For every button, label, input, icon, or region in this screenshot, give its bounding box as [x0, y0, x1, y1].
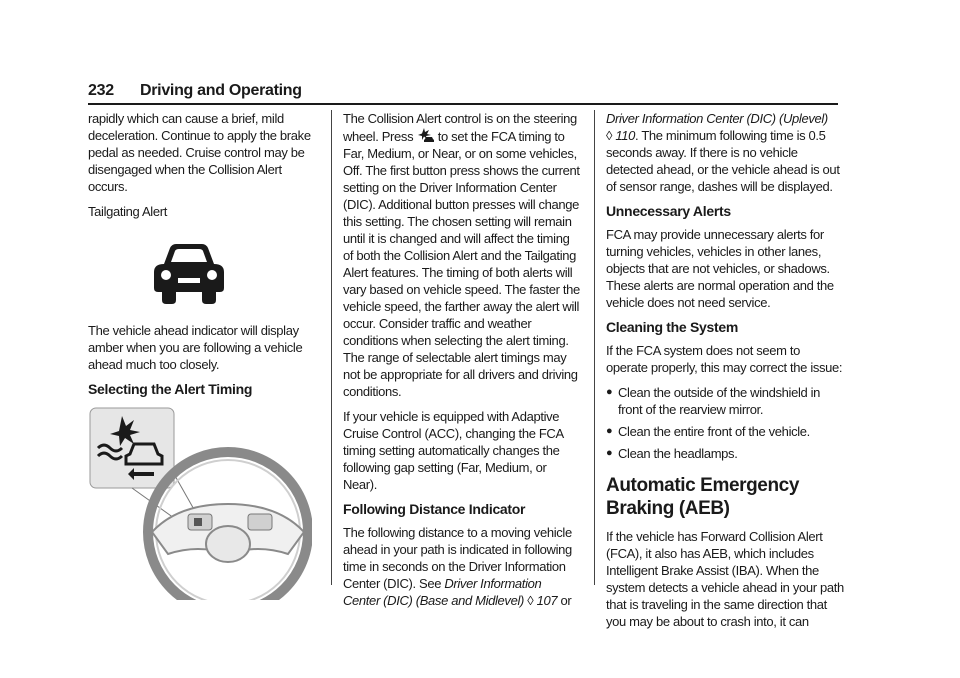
- header-rule: [88, 103, 838, 105]
- column-2: [343, 110, 581, 617]
- vehicle-ahead-icon: [144, 242, 234, 306]
- paragraph: If the vehicle has Forward Collision Alert (FCA), it also has AEB, which includes Intelligent Brake Assist (IBA). When the system detects a vehicle ahead in your path that is traveling in the same direction that you may be about to crash into, it can: [606, 529, 844, 629]
- tailgating-alert-label: Tailgating Alert: [88, 204, 167, 219]
- paragraph: [343, 524, 581, 609]
- list-item: [606, 445, 844, 462]
- paragraph-text: The following distance to a moving vehicle ahead in your path is indicated in following time in seconds on the Driver Information Center (DIC). See: [343, 525, 572, 591]
- list-item-text: Clean the entire front of the vehicle.: [618, 424, 810, 439]
- bullet-icon: ●: [606, 386, 613, 398]
- paragraph: FCA may provide unnecessary alerts for turning vehicles, vehicles in other lanes, objects that are not vehicles, or shadows. These alerts are normal operation and the vehicle does not need service.: [606, 227, 834, 310]
- list-item: [606, 423, 844, 440]
- paragraph-text: or: [560, 593, 572, 608]
- bullet-icon: ●: [606, 447, 613, 459]
- cross-reference-link[interactable]: Driver Information Center (DIC) (Base and Midlevel): [343, 576, 542, 608]
- heading-following-distance-indicator: Following Distance Indicator: [343, 501, 526, 517]
- bullet-icon: ●: [606, 425, 613, 437]
- paragraph-text: to set the FCA timing to Far, Medium, or Near, or on some vehicles, Off. The first button press shows the current setting on the Driver Information Center (DIC). Additional button presses will change this setting. The chosen setting will remain until it is changed and will affect the timing of both the Collision Alert and the Tailgating Alert features. The timing of both alerts will vary based on vehicle speed. The faster the vehicle speed, the farther away the alert will occur. Consider traffic and weather conditions when selecting the alert timing. The range of selectable alert timings may not be appropriate for all drivers and driving conditions.: [343, 129, 580, 399]
- heading-automatic-emergency-braking: Automatic Emergency Braking (AEB): [606, 475, 800, 519]
- heading-selecting-alert-timing: Selecting the Alert Timing: [88, 381, 253, 397]
- section-title: Driving and Operating: [140, 82, 302, 99]
- paragraph-text: The Collision Alert control is on the steering wheel. Press: [343, 111, 577, 144]
- paragraph: If the FCA system does not seem to operate properly, this may correct the issue:: [606, 343, 843, 375]
- column-1: [88, 110, 312, 600]
- column-divider: [331, 110, 332, 585]
- page-number: 232: [88, 82, 114, 99]
- cross-reference-link[interactable]: Driver Information Center (DIC) (Uplevel): [606, 111, 828, 126]
- list-item: [606, 384, 844, 418]
- page-arrow-icon: ◊: [527, 593, 534, 608]
- page-reference[interactable]: 107: [536, 593, 558, 608]
- steering-wheel-illustration: [88, 404, 312, 600]
- collision-alert-button-icon: [417, 127, 435, 143]
- paragraph: [343, 110, 581, 400]
- list-item-text: Clean the outside of the windshield in front of the rearview mirror.: [618, 385, 821, 417]
- list-item-text: Clean the headlamps.: [618, 446, 738, 461]
- page-reference[interactable]: 110: [615, 128, 636, 143]
- column-divider: [594, 110, 595, 585]
- page-header: [88, 82, 838, 104]
- paragraph: If your vehicle is equipped with Adaptive Cruise Control (ACC), changing the FCA timing setting automatically changes the following gap setting (Far, Medium, or Near).: [343, 409, 564, 492]
- heading-unnecessary-alerts: Unnecessary Alerts: [606, 203, 731, 219]
- paragraph: rapidly which can cause a brief, mild deceleration. Continue to apply the brake pedal as needed. Cruise control may be disengaged when the Collision Alert occurs.: [88, 111, 311, 194]
- paragraph-text: . The minimum following time is 0.5 seconds away. If there is no vehicle detected ahead, or the vehicle ahead is out of sensor range, dashes will be displayed.: [606, 128, 840, 194]
- page-arrow-icon: ◊: [606, 128, 613, 143]
- column-3: [606, 110, 844, 638]
- paragraph: The vehicle ahead indicator will display amber when you are following a vehicle ahead much too closely.: [88, 323, 303, 372]
- heading-cleaning-the-system: Cleaning the System: [606, 319, 739, 335]
- paragraph: [606, 110, 844, 195]
